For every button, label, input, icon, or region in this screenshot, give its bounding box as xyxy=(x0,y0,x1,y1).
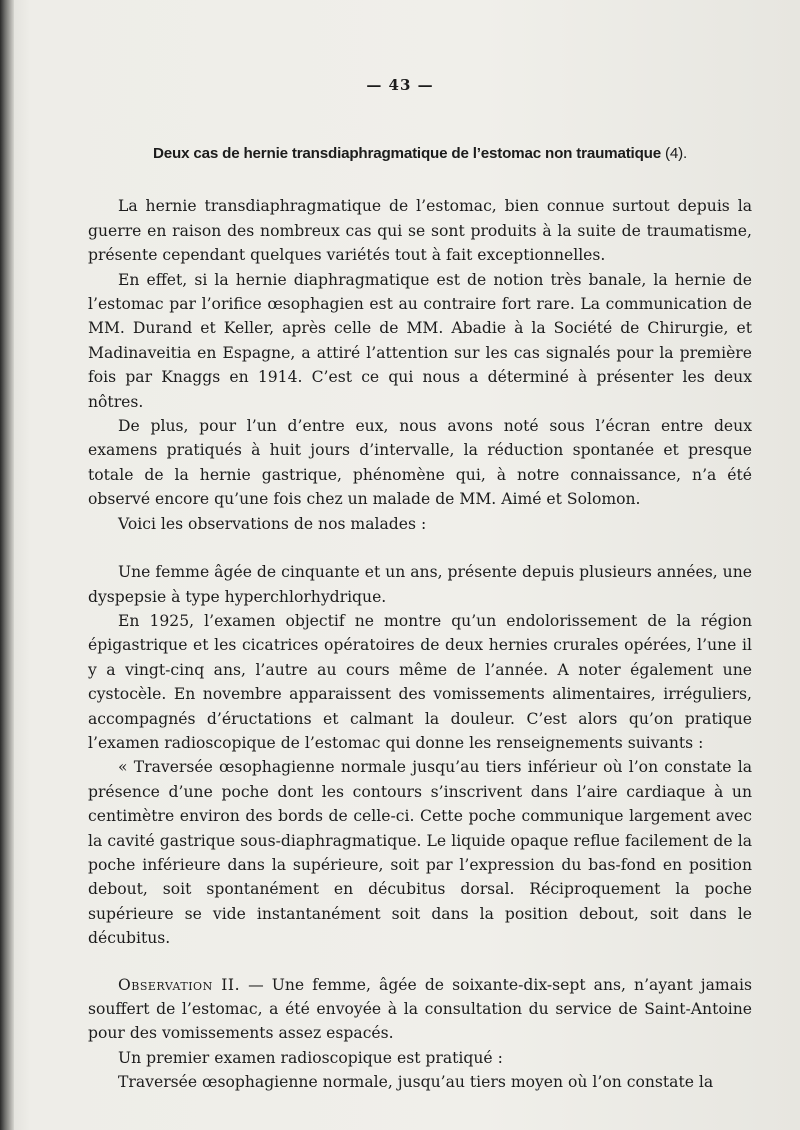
scan-binding-edge xyxy=(0,0,14,1130)
observation-2-label: Observation II. xyxy=(118,975,241,994)
observation-1-paragraph: Une femme âgée de cinquante et un ans, présente depuis plusieurs années, une dyspepsie à type hyperchlorhydrique. xyxy=(88,563,752,606)
observation-2-text: — Une femme, âgée de soixante-dix-sept ans, n’ayant jamais souffert de l’estomac, a été envoyée à la consultation du service de Saint-Antoine pour des vomissements assez espacés. xyxy=(88,975,752,1043)
page-number: — 43 — xyxy=(366,76,434,94)
intro-paragraph: Voici les observations de nos malades : xyxy=(118,514,427,533)
article-body xyxy=(88,142,752,1095)
footnote-ref: (4). xyxy=(665,145,687,162)
article-title-text: Deux cas de hernie transdiaphragmatique de l’estomac non traumatique xyxy=(153,145,661,162)
intro-paragraph: La hernie transdiaphragmatique de l’estomac, bien connue surtout depuis la guerre en raison des nombreux cas qui se sont produits à la suite de traumatisme, présente cependant quelques variétés tout à fait exceptionnelles. xyxy=(88,197,752,265)
section-spacer xyxy=(88,536,752,560)
article-title xyxy=(88,142,752,166)
intro-paragraph: De plus, pour l’un d’entre eux, nous avons noté sous l’écran entre deux examens pratiqués à huit jours d’intervalle, la réduction spontanée et presque totale de la hernie gastrique, phénomène qui, à notre connaissance, n’a été observé encore qu’une fois chez un malade de MM. Aimé et Solomon. xyxy=(88,417,752,509)
observation-2-paragraph xyxy=(88,973,752,1046)
intro-paragraph: En effet, si la hernie diaphragmatique est de notion très banale, la hernie de l’estomac par l’orifice œsophagien est au contraire fort rare. La communication de MM. Durand et Keller, après celle de MM. Abadie à la Société de Chirurgie, et Madinaveitia en Espagne, a attiré l’attention sur les cas signalés pour la première fois par Knaggs en 1914. C’est ce qui nous a déterminé à présenter les deux nôtres. xyxy=(88,270,752,411)
observation-1-quote: « Traversée œsophagienne normale jusqu’au tiers inférieur où l’on constate la présence d’une poche dont les contours s’inscrivent dans l’aire cardiaque à un centimètre environ des bords de celle-ci. Cette poche communique largement avec la cavité gastrique sous-diaphragmatique. Le liquide opaque reflue facilement de la poche inférieure dans la supérieure, soit par l’expression du bas-fond en position debout, soit spontanément en décubitus dorsal. Réciproquement la poche supérieure se vide instantanément soit dans la position debout, soit dans le décubitus. xyxy=(88,758,752,948)
observation-2-paragraph: Traversée œsophagienne normale, jusqu’au tiers moyen où l’on constate la xyxy=(118,1073,714,1092)
observation-1-paragraph: En 1925, l’examen objectif ne montre qu’un endolorissement de la région épigastrique et les cicatrices opératoires de deux hernies crurales opérées, l’une il y a vingt-cinq ans, l’autre au cours même de l’année. A noter également une cystocèle. En novembre apparaissent des vomissements alimentaires, irréguliers, accompagnés d’éructations et calmant la douleur. C’est alors qu’on pratique l’examen radioscopique de l’estomac qui donne les renseignements suivants : xyxy=(88,611,752,752)
observation-2-paragraph: Un premier examen radioscopique est pratiqué : xyxy=(118,1048,503,1067)
section-spacer xyxy=(88,951,752,973)
